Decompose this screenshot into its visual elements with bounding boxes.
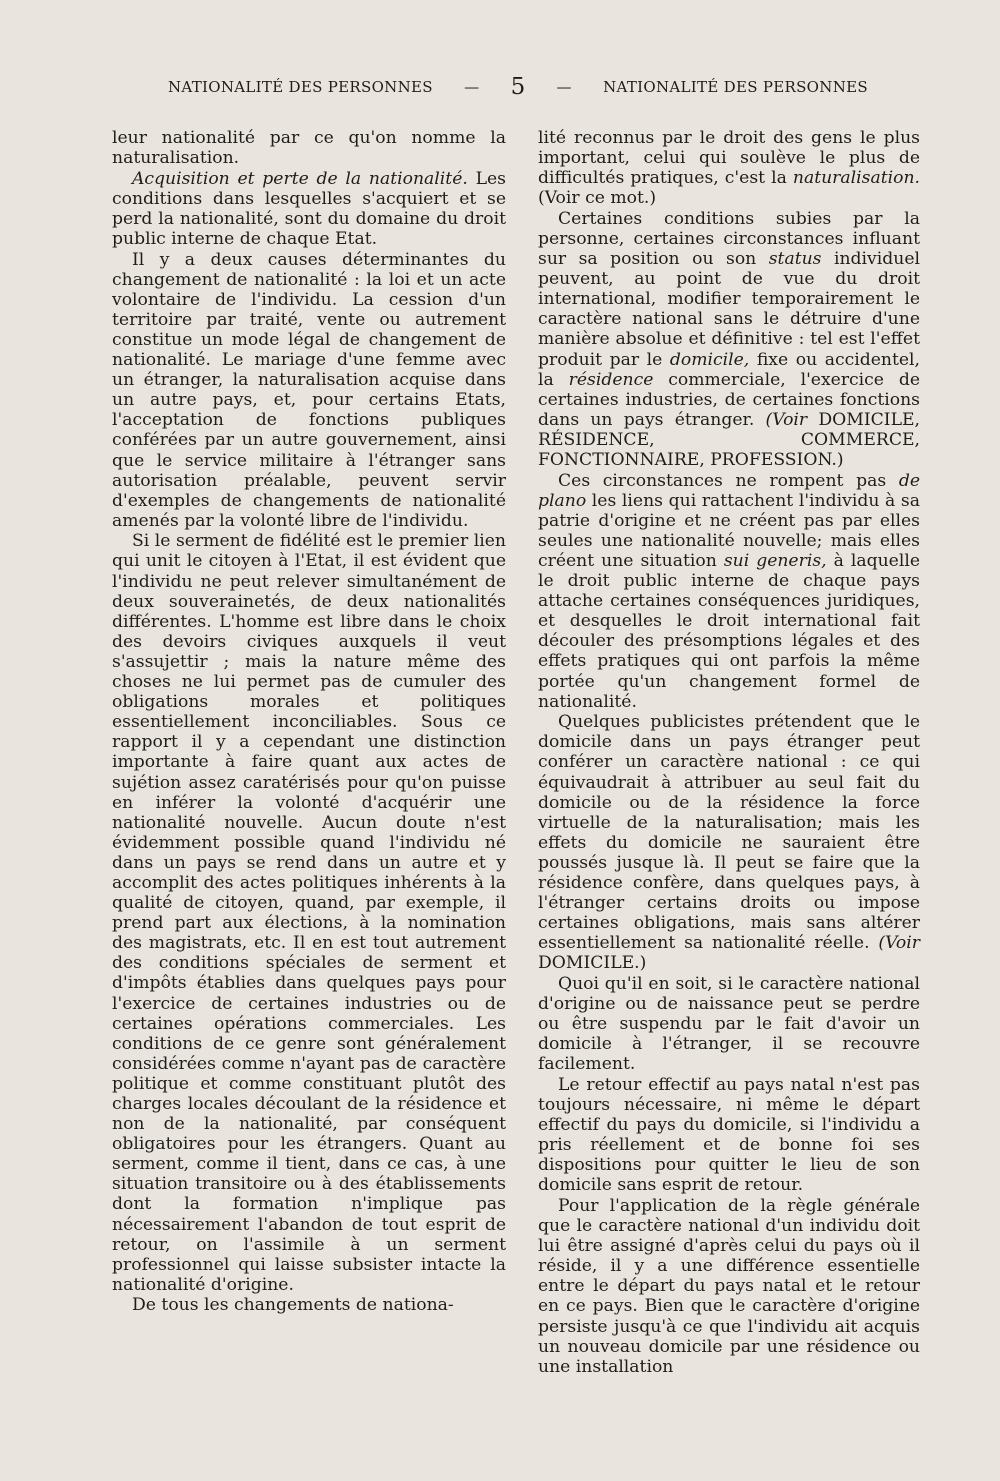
paragraph-text: DOMICILE.) <box>538 953 647 974</box>
paragraph-text: les liens qui rattachent l'individu à sa patrie d'origine et ne créent pas par elles seules une nationalité nouvelle; mais elles créent une situation <box>538 490 920 571</box>
paragraph-text: individuel peuvent, au point de vue du droit international, modifier temporairement le caractère national sans le détruire d'une manière absolue et définitive : tel est l'effet produit par le <box>538 249 920 370</box>
italic-term: naturalisation. <box>792 168 920 189</box>
italic-term: sui generis, <box>723 550 827 571</box>
paragraph: Quoi qu'il en soit, si le caractère national d'origine ou de naissance peut se perdre ou être suspendu par le fait d'avoir un domicile à l'étranger, il se recouvre facilement. <box>538 973 920 1075</box>
paragraph: Le retour effectif au pays natal n'est pas toujours nécessaire, ni même le départ effectif du pays du domicile, si l'individu a pris réellement et de bonne foi ses dispositions pour quitter le lieu de son domicile sans esprit de retour. <box>538 1074 920 1196</box>
left-column <box>112 128 506 1377</box>
italic-term: domicile, <box>669 349 750 370</box>
text-columns <box>112 128 920 1377</box>
paragraph-text: lité reconnus par le droit des gens le plus important, celui qui soulève le plus de difficultés pratiques, c'est la <box>538 128 920 189</box>
italic-term: résidence <box>568 369 654 390</box>
paragraph-text: (Voir ce mot.) <box>538 188 657 209</box>
paragraph: De tous les changements de nationa- <box>132 1295 454 1316</box>
paragraph-lead: Acquisition et perte de la nationalité. <box>132 168 468 189</box>
paragraph-text: Certaines conditions subies par la personne, certaines circonstances influant sur sa position ou son <box>538 208 920 270</box>
paragraph: Il y a deux causes déterminantes du changement de nationalité : la loi et un acte volontaire de l'individu. La cession d'un territoire par traité, vente ou autrement constitue un mode légal de changement de nationalité. Le mariage d'une femme avec un étranger, la naturalisation acquise dans un autre pays, et, pour certains Etats, l'acceptation de fonctions publiques conférées par un autre gouvernement, ainsi que le service militaire à l'étranger sans autorisation préalable, peuvent servir d'exemples de changements de nationalité amenés par la volonté libre de l'individu. <box>112 249 506 531</box>
paragraph: leur nationalité par ce qu'on nomme la naturalisation. <box>112 128 506 169</box>
paragraph <box>538 128 920 208</box>
paragraph-text: Quelques publicistes prétendent que le domicile dans un pays étranger peut conférer un caractère national : ce qui équivaudrait à attribuer au seul fait du domicile ou de la résidence la force virtuelle de la naturalisation; mais les effets du domicile ne sauraient être poussés jusque là. Il peut se faire que la résidence confère, dans quelques pays, à l'étranger certains droits ou impose certaines obligations, mais sans altérer essentiellement sa nationalité réelle. <box>538 712 920 954</box>
header-right-title: NATIONALITÉ DES PERSONNES <box>603 78 868 96</box>
italic-term: de plano <box>538 470 920 511</box>
header-left-title: NATIONALITÉ DES PERSONNES <box>168 78 433 96</box>
paragraph: Pour l'application de la règle générale que le caractère national d'un individu doit lui être assigné d'après celui du pays où il réside, il y a une différence essentielle entre le départ du pays natal et le retour en ce pays. Bien que le caractère d'origine persiste jusqu'à ce que l'individu ait acquis un nouveau domicile par une résidence ou une installation <box>538 1195 920 1377</box>
paragraph <box>538 209 920 470</box>
paragraph-text: à laquelle le droit public interne de chaque pays attache certaines conséquences juridiques, et desquelles le droit international fait découler des présomptions légales et des effets pratiques qui ont parfois la même portée qu'un changement formel de nationalité. <box>538 550 920 712</box>
italic-term: status <box>768 249 822 270</box>
paragraph-text: Les conditions dans lesquelles s'acquiert et se perd la nationalité, sont du domaine du droit public interne de chaque Etat. <box>112 168 506 249</box>
italic-term: (Voir <box>765 409 808 430</box>
running-header <box>168 72 868 102</box>
header-dash-left: — <box>464 78 480 96</box>
italic-term: (Voir <box>878 933 920 954</box>
paragraph-text: Ces circonstances ne rompent pas <box>558 470 899 491</box>
paragraph <box>112 169 506 249</box>
paragraph-text: DOMICILE, RÉSIDENCE, COMMERCE, FONCTIONNAIRE, PROFESSION.) <box>538 409 920 470</box>
header-dash-right: — <box>556 78 572 96</box>
paragraph-text: commerciale, l'exercice de certaines industries, de certaines fonctions dans un pays étranger. <box>538 369 920 430</box>
paragraph <box>538 712 920 973</box>
right-column <box>538 128 920 1377</box>
paragraph <box>538 471 920 712</box>
paragraph: Si le serment de fidélité est le premier lien qui unit le citoyen à l'Etat, il est évident que l'individu ne peut relever simultanément de deux souverainetés, de deux nationalités différentes. L'homme est libre dans le choix des devoirs civiques auxquels il veut s'assujettir ; mais la nature même des choses ne lui permet pas de cumuler des obligations morales et politiques essentiellement inconciliables. Sous ce rapport il y a cependant une distinction importante à faire quant aux actes de sujétion assez caratérisés pour qu'on puisse en inférer la volonté d'acquérir une nationalité nouvelle. Aucun doute n'est évidemment possible quand l'individu né dans un pays se rend dans un autre et y accomplit des actes politiques inhérents à la qualité de citoyen, quand, par exemple, il prend part aux élections, à la nomination des magistrats, etc. Il en est tout autrement des conditions spéciales de serment et d'impôts établies dans quelques pays pour l'exercice de certaines industries ou de certaines opérations commerciales. Les conditions de ce genre sont généralement considérées comme n'ayant pas de caractère politique et comme constituant plutôt des charges locales découlant de la résidence et non de la nationalité, par conséquent obligatoires pour les étrangers. Quant au serment, comme il tient, dans ce cas, à une situation transitoire ou à des établissements dont la formation n'implique pas nécessairement l'abandon de tout esprit de retour, on l'assimile à un serment professionnel qui laisse subsister intacte la nationalité d'origine. <box>112 531 506 1295</box>
page-number: 5 <box>510 74 526 100</box>
paragraph-text: fixe ou accidentel, la <box>538 349 920 390</box>
